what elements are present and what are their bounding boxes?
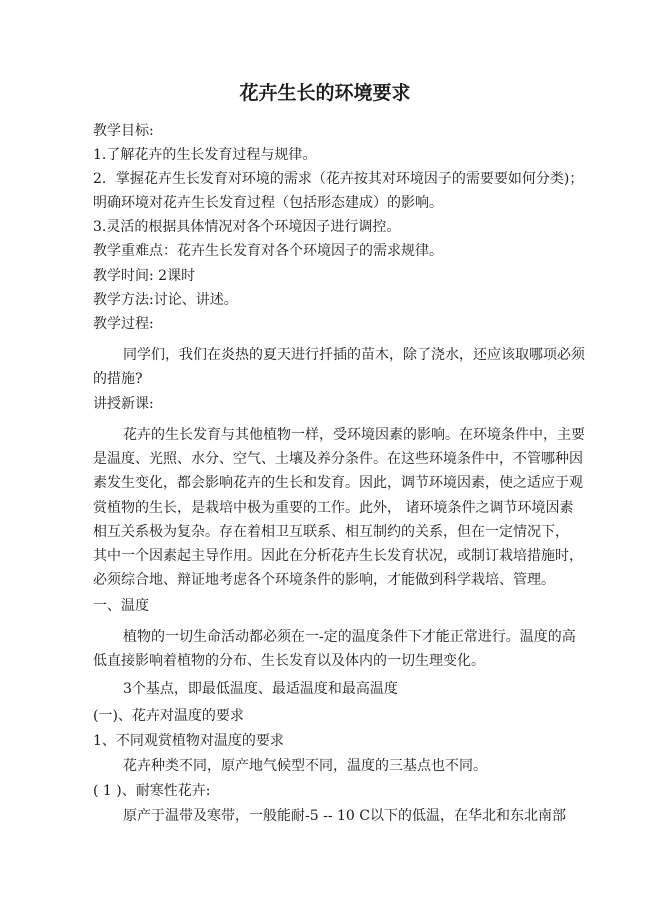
paragraph-line: 赏植物的生长，是栽培中极为重要的工作。此外， 诸环境条件之调节环境因素 <box>93 500 574 516</box>
intro-question: 同学们，我们在炎热的夏天进行扦插的苗木，除了浇水，还应该取哪项必须 <box>123 347 585 363</box>
teaching-method: 教学方法:讨论、讲述。 <box>93 292 238 308</box>
paragraph-line: 相互关系极为复杂。存在着相卫互联系、相互制约的关系，但在一定情况下， <box>93 524 569 540</box>
paragraph-line: 低直接影响着植物的分布、生长发育以及体内的一切生理变化。 <box>93 653 485 669</box>
subsection-heading-different-plants: 1、不同观赏植物对温度的要求 <box>93 733 284 749</box>
goal-item-3: 3.灵活的根据具体情况对各个环境因子进行调控。 <box>93 219 401 235</box>
section-heading-teaching-process: 教学过程: <box>93 316 154 332</box>
teaching-time: 教学时间: 2课时 <box>93 268 196 284</box>
section-heading-temperature: 一、温度 <box>93 598 149 614</box>
document-title: 花卉生长的环境要求 <box>239 82 411 104</box>
paragraph-line: 植物的一切生命活动都必须在一-定的温度条件下才能正常进行。温度的高 <box>123 629 576 645</box>
subsection-heading-cold-hardy: ( 1 )、耐寒性花卉: <box>93 783 211 799</box>
section-heading-teaching-goals: 教学目标: <box>93 123 154 139</box>
paragraph-line: 是温度、光照、水分、空气、土壤及养分条件。在这些环境条件中，不管哪种因 <box>93 451 583 467</box>
paragraph-line: 必须综合地、辩证地考虑各个环境条件的影响，才能做到科学栽培、管理。 <box>93 572 555 588</box>
goal-item-1: 1.了解花卉的生长发育过程与规律。 <box>93 147 317 163</box>
subsection-heading-temperature-requirements: (一)、花卉对温度的要求 <box>93 708 244 724</box>
goal-item-2-continued: 明确环境对花卉生长发育过程（包括形态建成）的影响。 <box>93 195 443 211</box>
section-heading-new-lesson: 讲授新课: <box>93 396 154 412</box>
goal-item-2: 2．掌握花卉生长发育对环境的需求（花卉按其对环境因子的需要要如何分类)； <box>93 171 584 187</box>
paragraph-line: 花卉的生长发育与其他植物一样，受环境因素的影响。在环境条件中，主要 <box>123 427 585 443</box>
key-difficult-points: 教学重难点：花卉生长发育对各个环境因子的需求规律。 <box>93 243 443 259</box>
paragraph-line: 原产于温带及寒带，一般能耐-5 -- 10 C以下的低温，在华北和东北南部 <box>123 808 566 824</box>
intro-question-continued: 的措施? <box>93 371 143 387</box>
paragraph-line: 花卉种类不同，原产地气候型不同，温度的三基点也不同。 <box>123 758 487 774</box>
paragraph-line: 素发生变化，都会影响花卉的生长和发育。因此，调节环境因素，使之适应于观 <box>93 475 583 491</box>
three-base-points: 3个基点，即最低温度、最适温度和最高温度 <box>123 681 398 697</box>
paragraph-line: 其中一个因素起主导作用。因此在分析花卉生长发育状况，或制订栽培措施时， <box>93 548 583 564</box>
